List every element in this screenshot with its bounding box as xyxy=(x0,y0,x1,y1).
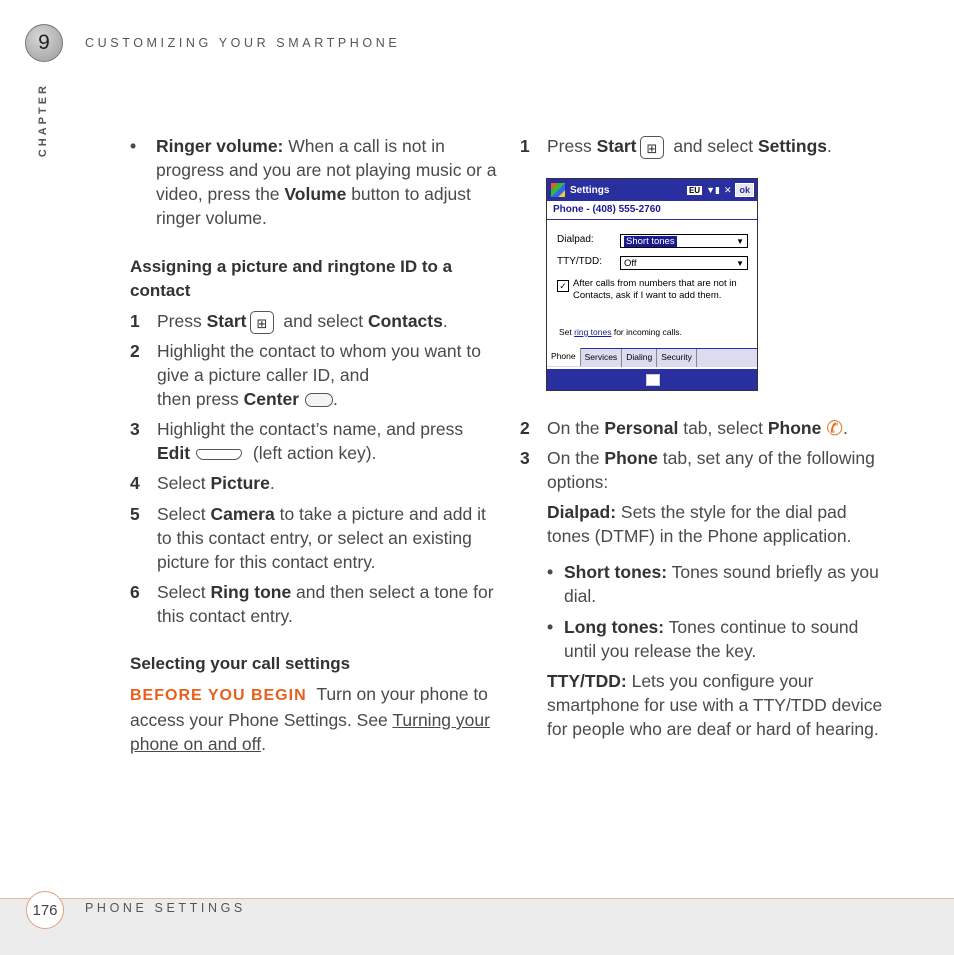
tty-label: TTY/TDD: xyxy=(557,256,602,267)
step-2: 2 Highlight the contact to whom you want to give a picture caller ID, and then press Center . xyxy=(130,341,481,409)
phone-icon: ✆ xyxy=(826,418,843,441)
dropdown-arrow-icon: ▼ xyxy=(736,259,744,268)
tty-select[interactable]: Off ▼ xyxy=(620,256,748,270)
heading-assign-picture: Assigning a picture and ringtone ID to a contact xyxy=(130,257,453,300)
roaming-indicator: EU xyxy=(688,185,701,195)
right-step-2: 2 On the Personal tab, select Phone ✆. xyxy=(520,418,848,441)
dialpad-label: Dialpad: xyxy=(557,234,594,245)
step-list xyxy=(130,309,500,628)
ringer-volume-item: • Ringer volume: When a call is not in progress and you are not playing music or a video, press the Volume button to adjust ringer volume. xyxy=(130,136,497,228)
center-key-icon xyxy=(305,393,333,407)
tab-phone[interactable]: Phone xyxy=(547,348,581,366)
device-title-bar: Settings EU ▼▮ ✕ ok xyxy=(547,179,757,201)
device-phone-line: Phone - (408) 555-2760 xyxy=(547,201,757,220)
turning-phone-on-link[interactable]: Turning your phone on and off xyxy=(130,710,490,754)
step-5: 5 Select Camera to take a picture and add it to this contact entry, or select an existing picture for this contact entry. xyxy=(130,504,486,572)
device-menu-bar xyxy=(547,369,757,390)
keyboard-icon[interactable] xyxy=(646,374,660,386)
battery-icon: ✕ xyxy=(723,184,732,195)
chapter-label: CHAPTER xyxy=(37,83,49,158)
chapter-number-badge: 9 xyxy=(25,24,63,62)
step-6: 6 Select Ring tone and then select a tone for this contact entry. xyxy=(130,582,494,626)
device-tabs xyxy=(547,348,757,367)
step-4: 4 Select Picture. xyxy=(130,473,275,493)
ok-button[interactable]: ok xyxy=(735,183,754,197)
tab-security[interactable]: Security xyxy=(657,349,697,367)
tty-desc: TTY/TDD: Lets you configure your smartphone for use with a TTY/TDD device for people who are deaf or hard of hearing. xyxy=(547,671,883,739)
tab-services[interactable]: Services xyxy=(581,349,623,367)
ring-tones-link[interactable]: ring tones xyxy=(574,327,612,337)
add-contacts-checkbox[interactable]: ✓ xyxy=(557,280,569,292)
settings-screenshot xyxy=(546,178,758,391)
windows-flag-icon[interactable] xyxy=(551,183,565,197)
tab-dialing[interactable]: Dialing xyxy=(622,349,657,367)
right-step-3: 3 On the Phone tab, set any of the following options: xyxy=(520,448,875,492)
dialpad-select[interactable]: Short tones ▼ xyxy=(620,234,748,248)
header-title: CUSTOMIZING YOUR SMARTPHONE xyxy=(85,36,401,50)
before-you-begin: BEFORE YOU BEGIN Turn on your phone to access your Phone Settings. See Turning your phone on and off. xyxy=(130,684,490,754)
footer-title: PHONE SETTINGS xyxy=(85,901,246,915)
dialpad-desc: Dialpad: Sets the style for the dial pad tones (DTMF) in the Phone application. xyxy=(547,502,852,546)
heading-call-settings: Selecting your call settings xyxy=(130,654,351,673)
left-action-key-icon xyxy=(196,449,242,460)
dropdown-arrow-icon: ▼ xyxy=(736,237,744,246)
start-key-icon xyxy=(640,136,664,159)
add-contacts-text: After calls from numbers that are not in Contacts, ask if I want to add them. xyxy=(573,278,737,301)
signal-icon: ▼▮ xyxy=(706,184,720,195)
page-number: 176 xyxy=(26,891,64,929)
right-step-1: 1 Press Start⊞ and select Settings. xyxy=(520,134,900,159)
ring-tones-line: Set ring tones for incoming calls. xyxy=(559,327,682,337)
long-tones-item: • Long tones: Tones continue to sound until you release the key. xyxy=(547,617,859,661)
step-1: 1 Press Start⊞ and select Contacts. xyxy=(130,309,500,339)
start-key-icon xyxy=(250,311,274,334)
step-3: 3 Highlight the contact’s name, and press Edit (left action key). xyxy=(130,419,464,463)
short-tones-item: • Short tones: Tones sound briefly as you dial. xyxy=(547,562,879,606)
